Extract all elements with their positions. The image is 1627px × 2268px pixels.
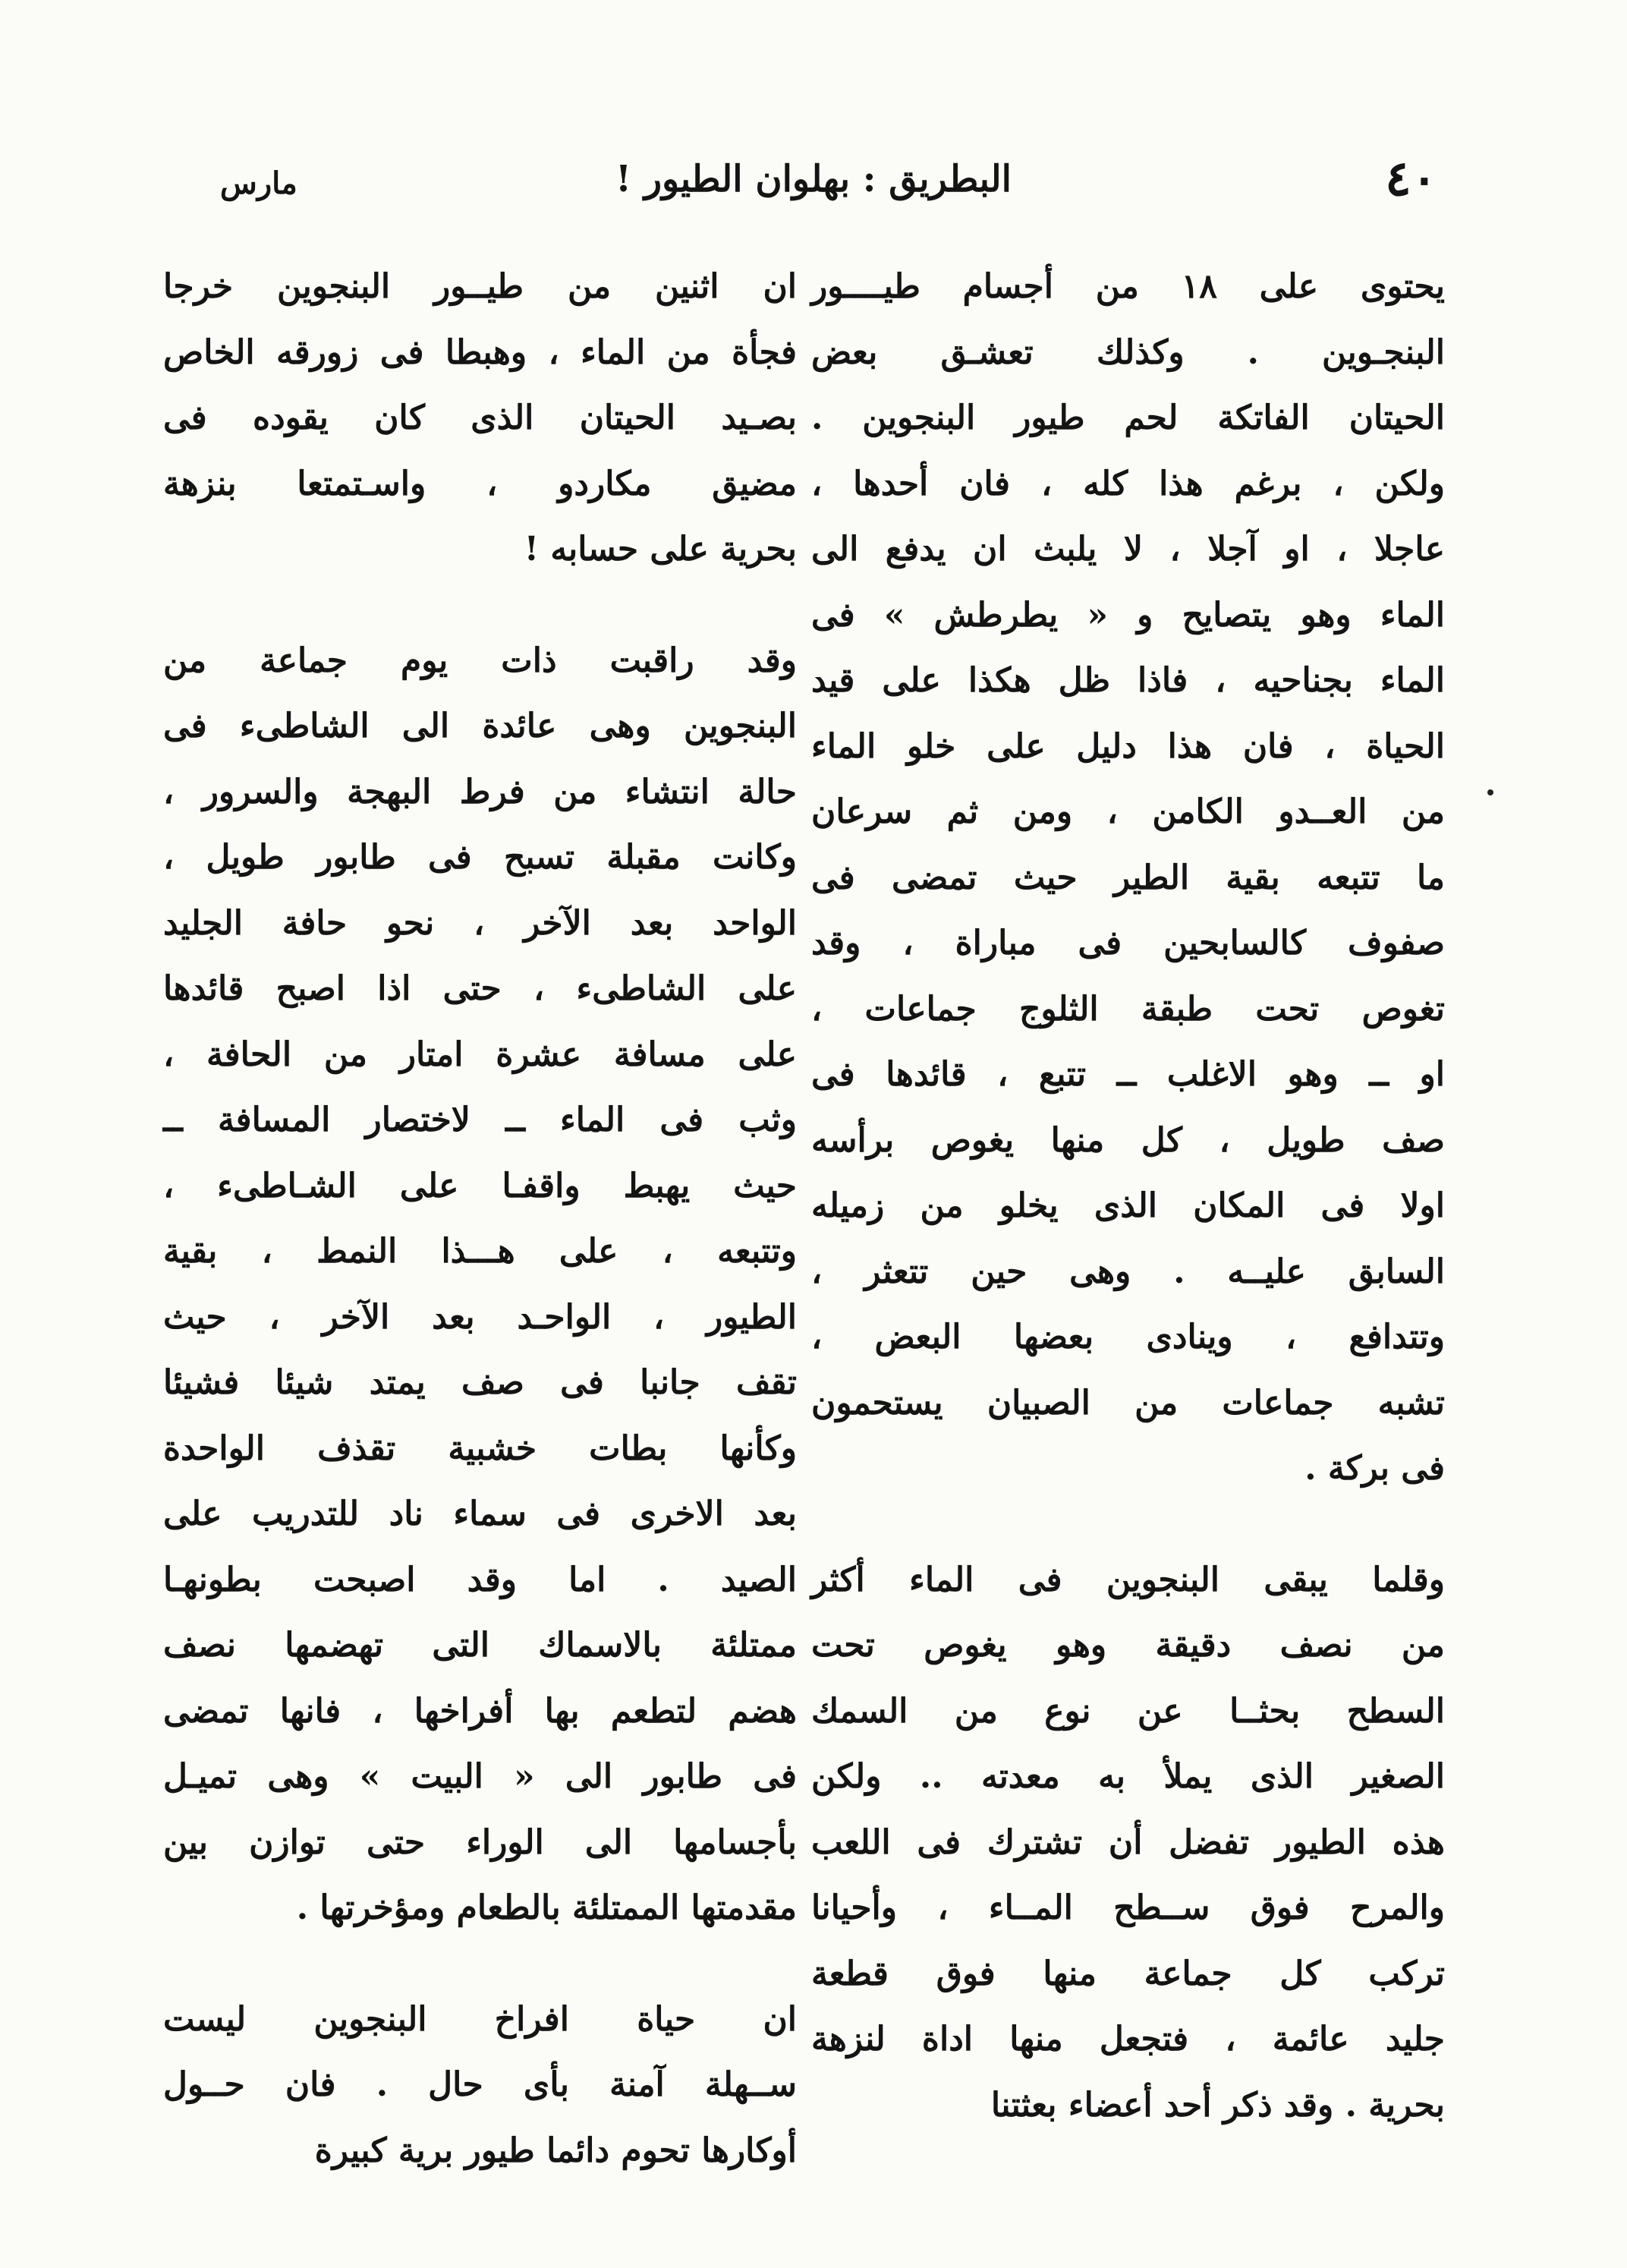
text-line: اولا فى المكان الذى يخلو من زميله: [811, 1186, 1445, 1225]
text-line: الماء وهو يتصايح و « يطرطش » فى: [811, 595, 1445, 635]
text-line: مضيق مكاردو ، واسـتمتعا بنزهة: [163, 464, 797, 503]
text-line: الماء بجناحيه ، فاذا ظل هكذا على قيد: [811, 661, 1445, 700]
text-line: ســهلة آمنة بأى حال . فان حــول: [163, 2065, 797, 2104]
text-line: بأجسامها الى الوراء حتى توازن بين: [163, 1822, 797, 1862]
text-line: البنجـوين . وكذلك تعشـق بعض: [811, 332, 1445, 372]
text-line: يحتوى على ١٨ من أجسام طيــــور: [811, 267, 1445, 306]
text-line: ان حياة افراخ البنجوين ليست: [163, 1999, 797, 2039]
paragraph: [163, 1987, 797, 2185]
text-line: وقد راقبت ذات يوم جماعة من: [163, 641, 797, 680]
paragraph-gap: [163, 1942, 797, 1987]
text-line: بصـيد الحيتان الذى كان يقوده فى: [163, 398, 797, 437]
text-line: وقلما يبقى البنجوين فى الماء أكثر: [811, 1560, 1445, 1599]
page-header: [0, 141, 1627, 217]
text-line: من العــدو الكامن ، ومن ثم سرعان: [811, 792, 1445, 831]
text-line: فى بركة .: [1304, 1449, 1445, 1488]
text-line: وتتدافع ، وينادى بعضها البعض ،: [811, 1318, 1445, 1356]
text-line: عاجلا ، او آجلا ، لا يلبث ان يدفع الى: [811, 530, 1445, 569]
text-line: وثب فى الماء ــ لاختصار المسافة ــ: [163, 1101, 797, 1139]
text-line: الصغير الذى يملأ به معدته .. ولكن: [811, 1757, 1445, 1796]
paragraph: [163, 628, 797, 1942]
text-line: على الشاطىء ، حتى اذا اصبح قائدها: [163, 969, 797, 1008]
paragraph: [163, 254, 797, 583]
text-line: بعد الاخرى فى سماء ناد للتدريب على: [163, 1495, 797, 1533]
paragraph: [811, 1548, 1445, 2139]
text-line: ان اثنين من طيــور البنجوين خرجا: [163, 267, 797, 306]
text-line: فجأة من الماء ، وهبطا فى زورقه الخاص: [163, 332, 797, 372]
text-line: بحرية . وقد ذكر أحد أعضاء بعثتنا: [990, 2085, 1445, 2125]
text-line: بحرية على حسابه !: [524, 530, 797, 569]
text-line: ولكن ، برغم هذا كله ، فان أحدها ،: [811, 464, 1445, 503]
text-line: تشبه جماعات من الصبيان يستحمون: [811, 1383, 1445, 1422]
text-line: الحيتان الفاتكة لحم طيور البنجوين .: [811, 398, 1445, 437]
paragraph: [811, 254, 1445, 1502]
text-line: الصيد . اما وقد اصبحت بطونهـا: [163, 1560, 797, 1599]
text-line: من نصف دقيقة وهو يغوص تحت: [811, 1626, 1445, 1665]
text-line: وكأنها بطات خشبية تقذف الواحدة: [163, 1429, 797, 1468]
left-text-column: [163, 254, 797, 2184]
text-line: حيث يهبط واقفـا على الشـاطىء ،: [163, 1166, 797, 1205]
text-line: على مسافة عشرة امتار من الحافة ،: [163, 1035, 797, 1074]
text-line: صفوف كالسابحين فى مباراة ، وقد: [811, 924, 1445, 962]
text-line: تغوص تحت طبقة الثلوج جماعات ،: [811, 989, 1445, 1028]
text-line: هضم لتطعم بها أفراخها ، فانها تمضى: [163, 1691, 797, 1731]
text-line: ما تتبعه بقية الطير حيث تمضى فى: [811, 858, 1445, 897]
text-line: وكانت مقبلة تسبح فى طابور طويل ،: [163, 838, 797, 877]
text-line: البنجوين وهى عائدة الى الشاطىء فى: [163, 707, 797, 745]
text-line: السابق عليــه . وهى حين تتعثر ،: [811, 1252, 1445, 1291]
text-line: وتتبعه ، على هـــذا النمط ، بقية: [163, 1232, 797, 1271]
text-line: فى طابور الى « البيت » وهى تميـل: [163, 1757, 797, 1796]
text-line: الواحد بعد الآخر ، نحو حافة الجليد: [163, 903, 797, 943]
text-line: حالة انتشاء من فرط البهجة والسرور ،: [163, 772, 797, 811]
text-line: او ــ وهو الاغلب ــ تتبع ، قائدها فى: [811, 1055, 1445, 1094]
text-line: هذه الطيور تفضل أن تشترك فى اللعب: [811, 1822, 1445, 1862]
text-line: السطح بحثــا عن نوع من السمك: [811, 1691, 1445, 1731]
running-title: البطريق : بهلوان الطيور !: [615, 158, 1012, 200]
text-line: والمرح فوق ســطح المــاء ، وأحيانا: [811, 1888, 1445, 1927]
margin-dot: [1487, 789, 1493, 795]
text-line: جليد عائمة ، فتجعل منها اداة لنزهة: [811, 2020, 1445, 2059]
text-line: ممتلئة بالاسماك التى تهضمها نصف: [163, 1626, 797, 1665]
text-line: الحياة ، فان هذا دليل على خلو الماء: [811, 726, 1445, 766]
issue-month: مارس: [220, 165, 297, 201]
text-line: تركب كل جماعة منها فوق قطعة: [811, 1954, 1445, 1993]
paragraph-gap: [811, 1502, 1445, 1548]
right-text-column: [811, 254, 1445, 2138]
text-line: مقدمتها الممتلئة بالطعام ومؤخرتها .: [296, 1888, 797, 1927]
text-line: الطيور ، الواحـد بعد الآخر ، حيث: [163, 1297, 797, 1337]
text-line: صف طويل ، كل منها يغوص برأسه: [811, 1120, 1445, 1160]
paragraph-gap: [163, 583, 797, 628]
text-line: تقف جانبا فى صف يمتد شيئا فشيئا: [163, 1363, 797, 1402]
page-number: ٤٠: [1385, 150, 1437, 207]
text-line: أوكارها تحوم دائما طيور برية كبيرة: [314, 2131, 797, 2170]
